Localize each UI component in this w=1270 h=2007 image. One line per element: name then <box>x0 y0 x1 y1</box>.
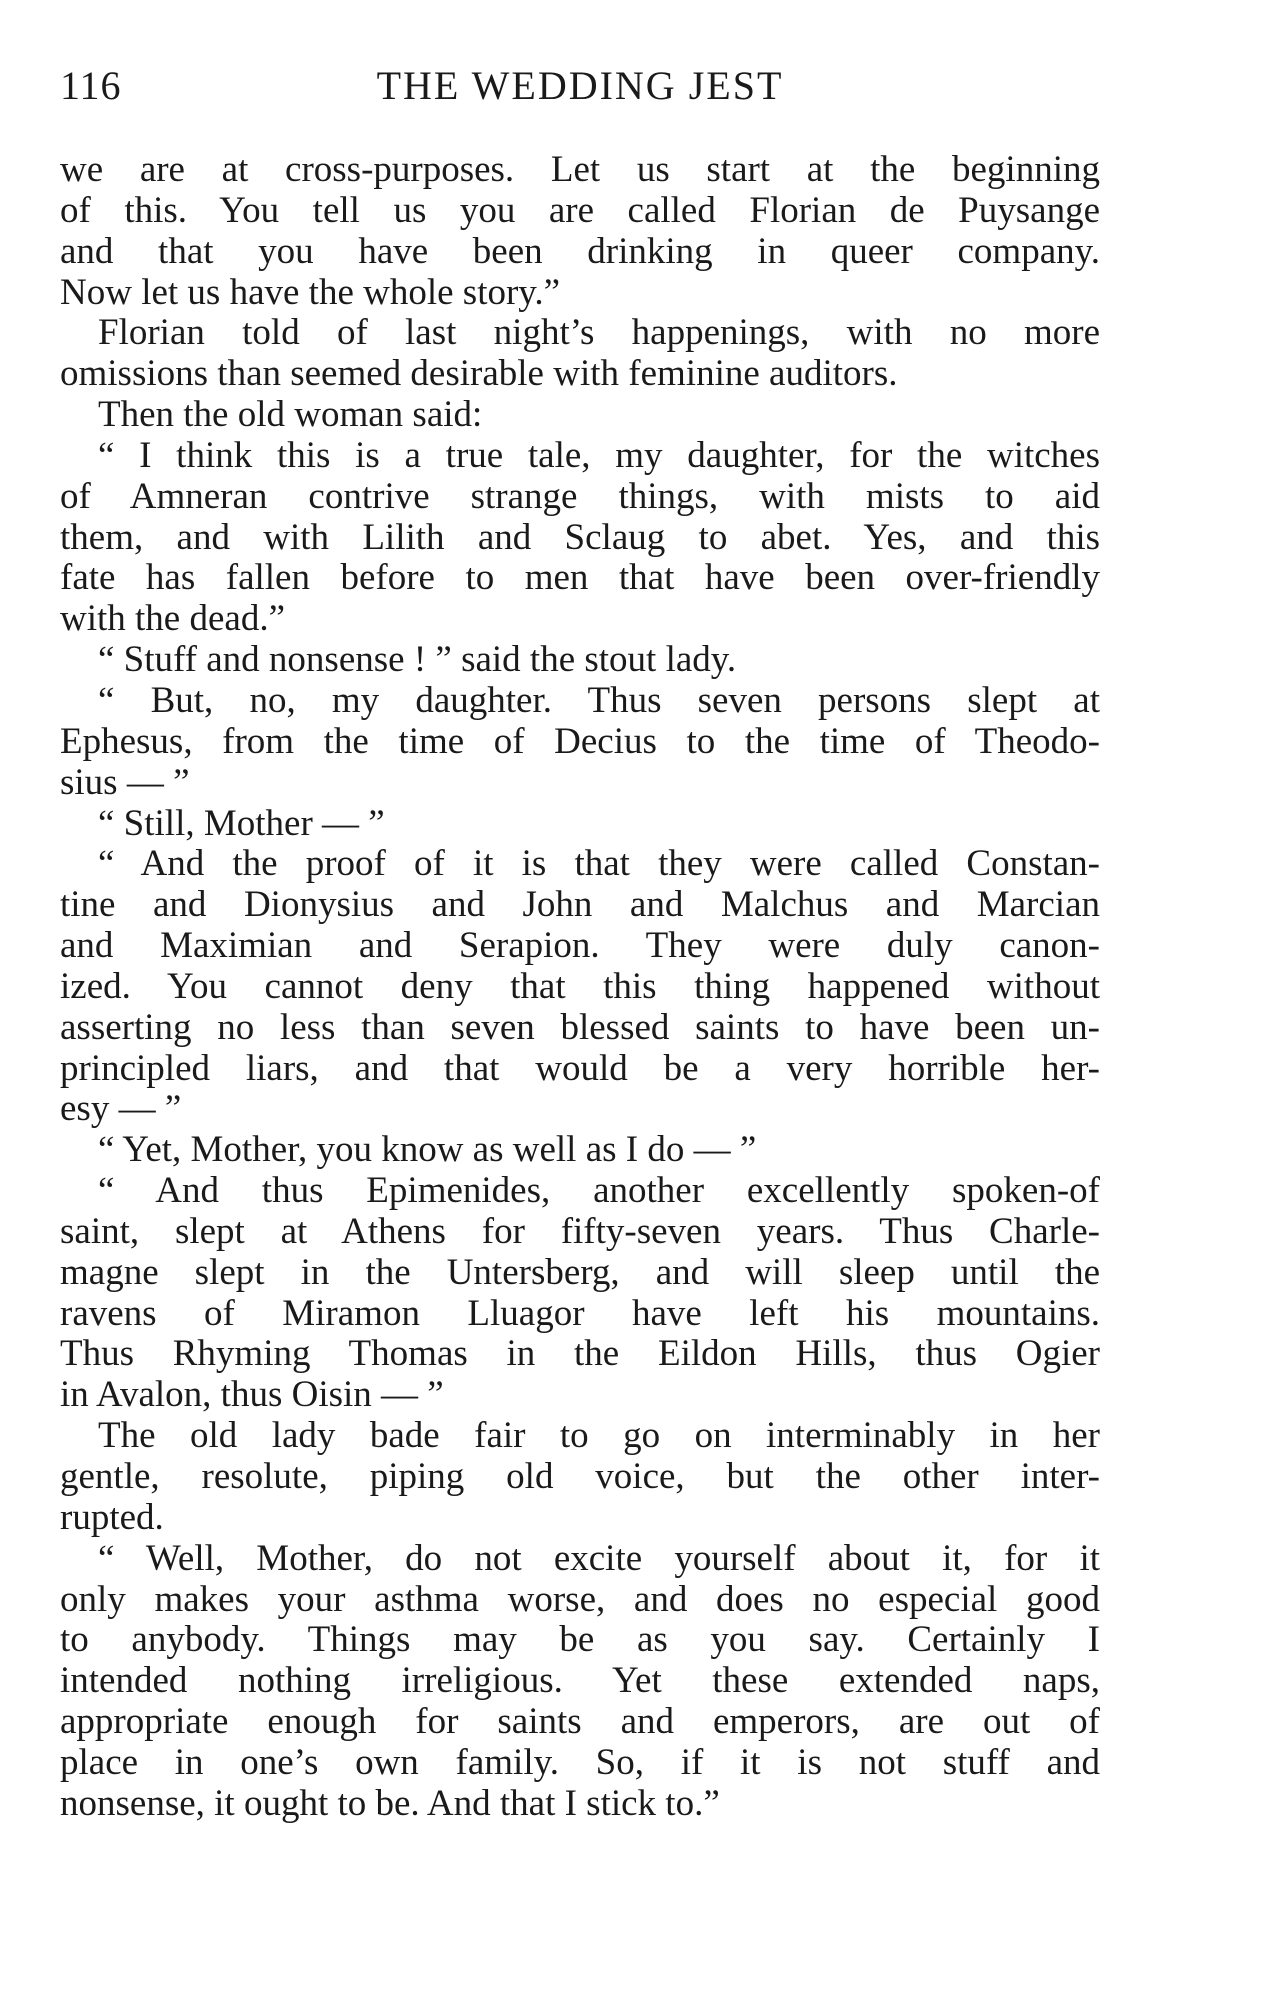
text-line: “ But, no, my daughter. Thus seven persons slept at <box>98 679 1100 721</box>
text-line: Florian told of last night’s happenings, with no more <box>98 312 1100 354</box>
text-line: fate has fallen before to men that have been over-friendly <box>60 557 1100 599</box>
text-line: only makes your asthma worse, and does no especial good <box>60 1578 1100 1620</box>
text-line: principled liars, and that would be a very horrible her- <box>60 1047 1100 1089</box>
text-line: with the dead.” <box>60 598 285 640</box>
text-line: we are at cross-purposes. Let us start at the beginning <box>60 149 1100 190</box>
text-line: them, and with Lilith and Sclaug to abet. Yes, and this <box>60 516 1100 558</box>
text-line: Now let us have the whole story.” <box>60 271 561 313</box>
page-number: 116 <box>60 63 122 108</box>
text-line: “ Still, Mother — ” <box>98 802 385 844</box>
text-line: and that you have been drinking in queer company. <box>60 230 1100 272</box>
text-line: Ephesus, from the time of Decius to the time of Theodo- <box>60 720 1100 762</box>
text-line: tine and Dionysius and John and Malchus and Marcian <box>60 884 1100 926</box>
running-title: THE WEDDING JEST <box>376 63 784 108</box>
text-line: magne slept in the Untersberg, and will sleep until the <box>60 1251 1100 1293</box>
text-line: esy — ” <box>60 1088 182 1130</box>
body-text <box>60 150 1100 1825</box>
text-line: sius — ” <box>60 761 190 803</box>
text-line: of Amneran contrive strange things, with mists to aid <box>60 475 1100 517</box>
text-line: The old lady bade fair to go on interminably in her <box>98 1415 1100 1457</box>
text-line: ravens of Miramon Lluagor have left his mountains. <box>60 1292 1100 1334</box>
text-line: “ And thus Epimenides, another excellently spoken-of <box>98 1170 1100 1212</box>
text-line: ized. You cannot deny that this thing happened without <box>60 965 1100 1007</box>
text-line: gentle, resolute, piping old voice, but the other inter- <box>60 1456 1100 1497</box>
text-line: “ Yet, Mother, you know as well as I do — ” <box>98 1129 757 1171</box>
text-line: appropriate enough for saints and emperors, are out of <box>60 1701 1100 1743</box>
text-line: “ Stuff and nonsense ! ” said the stout lady. <box>98 639 737 681</box>
text-line: of this. You tell us you are called Florian de Puysange <box>60 189 1100 231</box>
text-line: and Maximian and Serapion. They were duly canon- <box>60 925 1100 967</box>
text-line: asserting no less than seven blessed saints to have been un- <box>60 1006 1100 1048</box>
text-line: in Avalon, thus Oisin — ” <box>60 1374 444 1416</box>
text-line: to anybody. Things may be as you say. Certainly I <box>60 1619 1100 1661</box>
text-line: omissions than seemed desirable with feminine auditors. <box>60 353 898 395</box>
text-line: rupted. <box>60 1496 164 1538</box>
text-line: Thus Rhyming Thomas in the Eildon Hills, thus Ogier <box>60 1333 1100 1375</box>
text-line: “ Well, Mother, do not excite yourself about it, for it <box>98 1537 1100 1579</box>
running-head <box>60 62 1100 122</box>
text-line: place in one’s own family. So, if it is not stuff and <box>60 1741 1100 1783</box>
text-line: “ And the proof of it is that they were called Constan- <box>98 843 1100 885</box>
text-line: Then the old woman said: <box>98 394 483 436</box>
text-line: intended nothing irreligious. Yet these extended naps, <box>60 1660 1100 1702</box>
text-line: “ I think this is a true tale, my daughter, for the witches <box>98 434 1100 476</box>
text-line: nonsense, it ought to be. And that I stick to.” <box>60 1782 720 1824</box>
text-line: saint, slept at Athens for fifty-seven years. Thus Charle- <box>60 1210 1100 1252</box>
